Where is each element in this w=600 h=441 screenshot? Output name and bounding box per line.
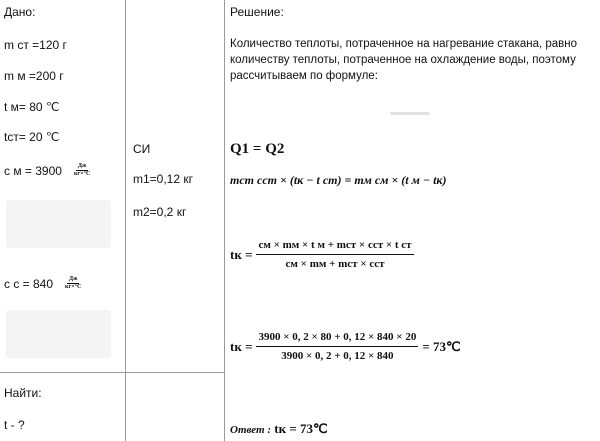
numeric-result: = 73℃ xyxy=(422,338,461,354)
c-water-value: c м = 3900 xyxy=(4,163,62,178)
si-title: СИ xyxy=(133,142,151,156)
scan-artifact xyxy=(390,112,430,115)
formula-denominator: cм × mм + mст × cст xyxy=(285,258,385,270)
given-heat-capacity-water xyxy=(4,163,92,178)
column-divider-2 xyxy=(224,0,225,441)
find-value: t - ? xyxy=(4,418,25,432)
formula-lhs: tк = xyxy=(230,246,253,262)
given-temp-water: t м= 80 ℃ xyxy=(4,100,60,114)
numeric-fraction xyxy=(256,330,418,363)
c-glass-value: c с = 840 xyxy=(4,276,54,291)
scan-artifact xyxy=(6,200,111,248)
si-mass-2: m2=0,2 кг xyxy=(133,205,187,219)
answer xyxy=(230,422,328,437)
solution-text-line-2: количеству теплоты, потраченное на охлаждение воды, поэтому xyxy=(230,54,576,66)
answer-label: Ответ : xyxy=(230,424,271,436)
equation-numeric-tk xyxy=(230,330,461,363)
given-temp-glass: tст= 20 ℃ xyxy=(4,130,60,144)
numeric-denominator: 3900 × 0, 2 + 0, 12 × 840 xyxy=(281,350,394,362)
equation-expanded: mст cст × (tк − t ст) = mм cм × (t м − tк) xyxy=(230,173,447,187)
row-divider xyxy=(0,372,225,373)
si-mass-1: m1=0,12 кг xyxy=(133,172,193,186)
unit-denominator: кг×°С xyxy=(65,284,82,290)
column-divider-1 xyxy=(125,0,126,441)
numeric-numerator: 3900 × 0, 2 × 80 + 0, 12 × 840 × 20 xyxy=(256,330,418,347)
given-mass-glass: m ст =120 г xyxy=(4,38,67,52)
equation-formula-tk xyxy=(230,238,414,271)
given-title: Дано: xyxy=(4,5,36,19)
scan-artifact xyxy=(6,310,111,358)
unit-numerator: Дж xyxy=(68,276,78,282)
given-heat-capacity-glass xyxy=(4,276,83,291)
unit-denominator: кг×°С xyxy=(73,171,91,177)
given-mass-water: m м =200 г xyxy=(4,69,64,83)
unit-numerator: Дж xyxy=(77,163,87,169)
solution-text-line-3: рассчитываем по формуле: xyxy=(230,70,378,82)
solution-text-line-1: Количество теплоты, потраченное на нагревание стакана, равно xyxy=(230,38,578,50)
unit-fraction xyxy=(63,276,83,291)
formula-numerator: cм × mм × t м + mст × cст × t ст xyxy=(256,238,413,255)
numeric-lhs: tк = xyxy=(230,338,253,354)
answer-value: tк = 73℃ xyxy=(274,421,328,436)
unit-fraction xyxy=(72,163,92,178)
find-title: Найти: xyxy=(4,386,42,400)
formula-fraction xyxy=(256,238,413,271)
solution-title: Решение: xyxy=(230,5,284,19)
equation-heat-balance: Q1 = Q2 xyxy=(230,141,285,157)
